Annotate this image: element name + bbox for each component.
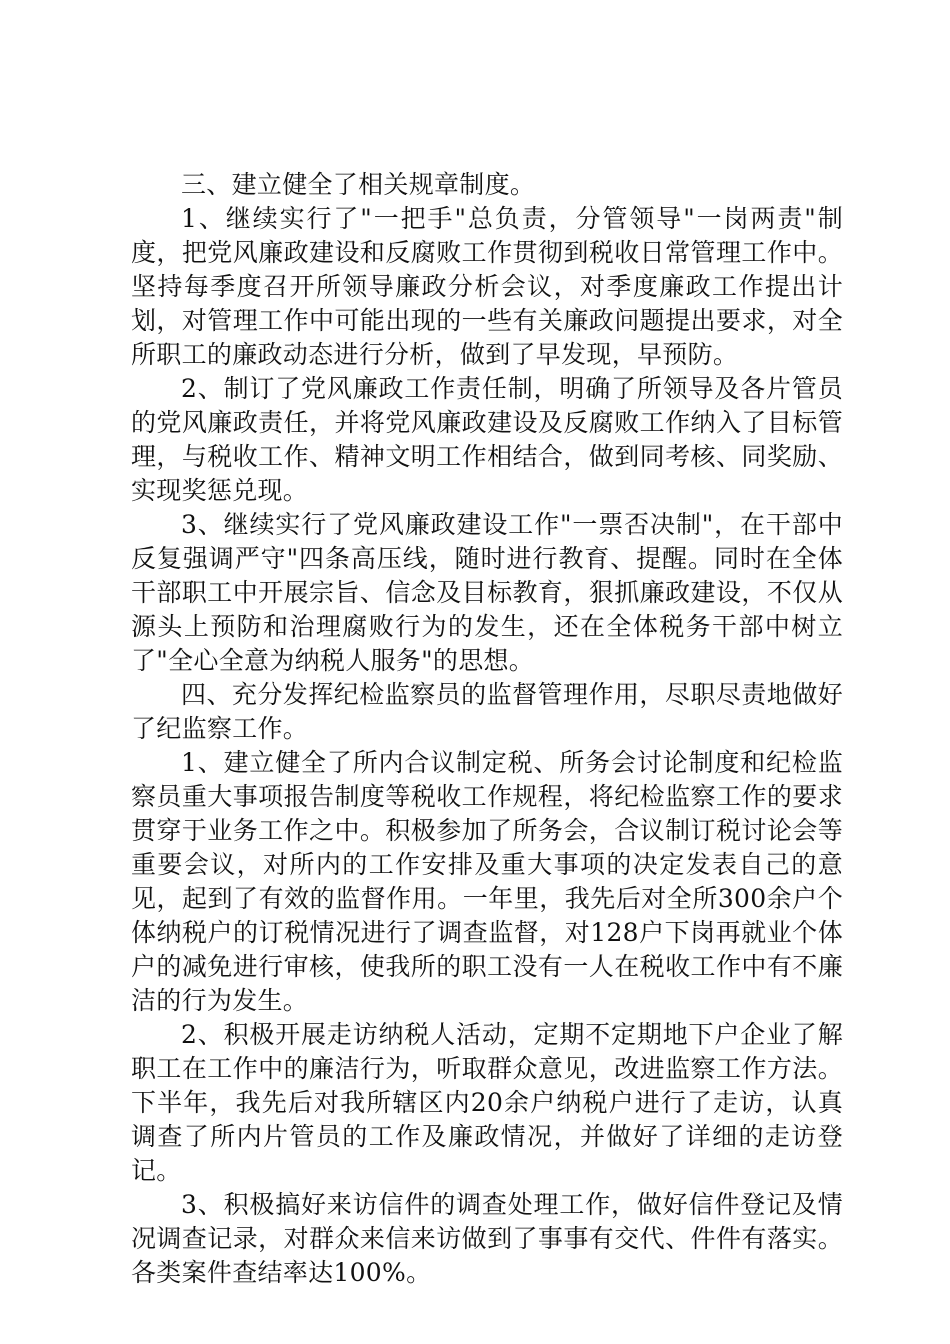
section-heading-4: 四、充分发挥纪检监察员的监督管理作用，尽职尽责地做好了纪监察工作。 [131, 680, 843, 743]
paragraph-4-1: 1、建立健全了所内合议制定税、所务会讨论制度和纪检监察员重大事项报告制度等税收工作规程，将纪检监察工作的要求贯穿于业务工作之中。积极参加了所务会，合议制订税讨论会等重要会议，对所内的工作安排及重大事项的决定发表自己的意见，起到了有效的监督作用。一年里，我先后对全所300余户个体纳税户的订税情况进行了调查监督，对128户下岗再就业个体户的减免进行审核，使我所的职工没有一人在税收工作中有不廉洁的行为发生。 [131, 748, 843, 1015]
section-heading-3: 三、建立健全了相关规章制度。 [181, 170, 536, 199]
paragraph-3-3: 3、继续实行了党风廉政建设工作"一票否决制"，在干部中反复强调严守"四条高压线，随时进行教育、提醒。同时在全体干部职工中开展宗旨、信念及目标教育，狠抓廉政建设，不仅从源头上预防和治理腐败行为的发生，还在全体税务干部中树立了"全心全意为纳税人服务"的思想。 [131, 510, 843, 675]
paragraph-3-2: 2、制订了党风廉政工作责任制，明确了所领导及各片管员的党风廉政责任，并将党风廉政建设及反腐败工作纳入了目标管理，与税收工作、精神文明工作相结合，做到同考核、同奖励、实现奖惩兑现。 [131, 374, 843, 505]
paragraph-4-3: 3、积极搞好来访信件的调查处理工作，做好信件登记及情况调查记录，对群众来信来访做到了事事有交代、件件有落实。各类案件查结率达100%。 [131, 1190, 843, 1287]
document-body [131, 168, 843, 1290]
paragraph-3-1: 1、继续实行了"一把手"总负责，分管领导"一岗两责"制度，把党风廉政建设和反腐败工作贯彻到税收日常管理工作中。坚持每季度召开所领导廉政分析会议，对季度廉政工作提出计划，对管理工作中可能出现的一些有关廉政问题提出要求，对全所职工的廉政动态进行分析，做到了早发现，早预防。 [131, 204, 843, 369]
paragraph-4-2: 2、积极开展走访纳税人活动，定期不定期地下户企业了解职工在工作中的廉洁行为，听取群众意见，改进监察工作方法。下半年，我先后对我所辖区内20余户纳税户进行了走访，认真调查了所内片管员的工作及廉政情况，并做好了详细的走访登记。 [131, 1020, 843, 1185]
